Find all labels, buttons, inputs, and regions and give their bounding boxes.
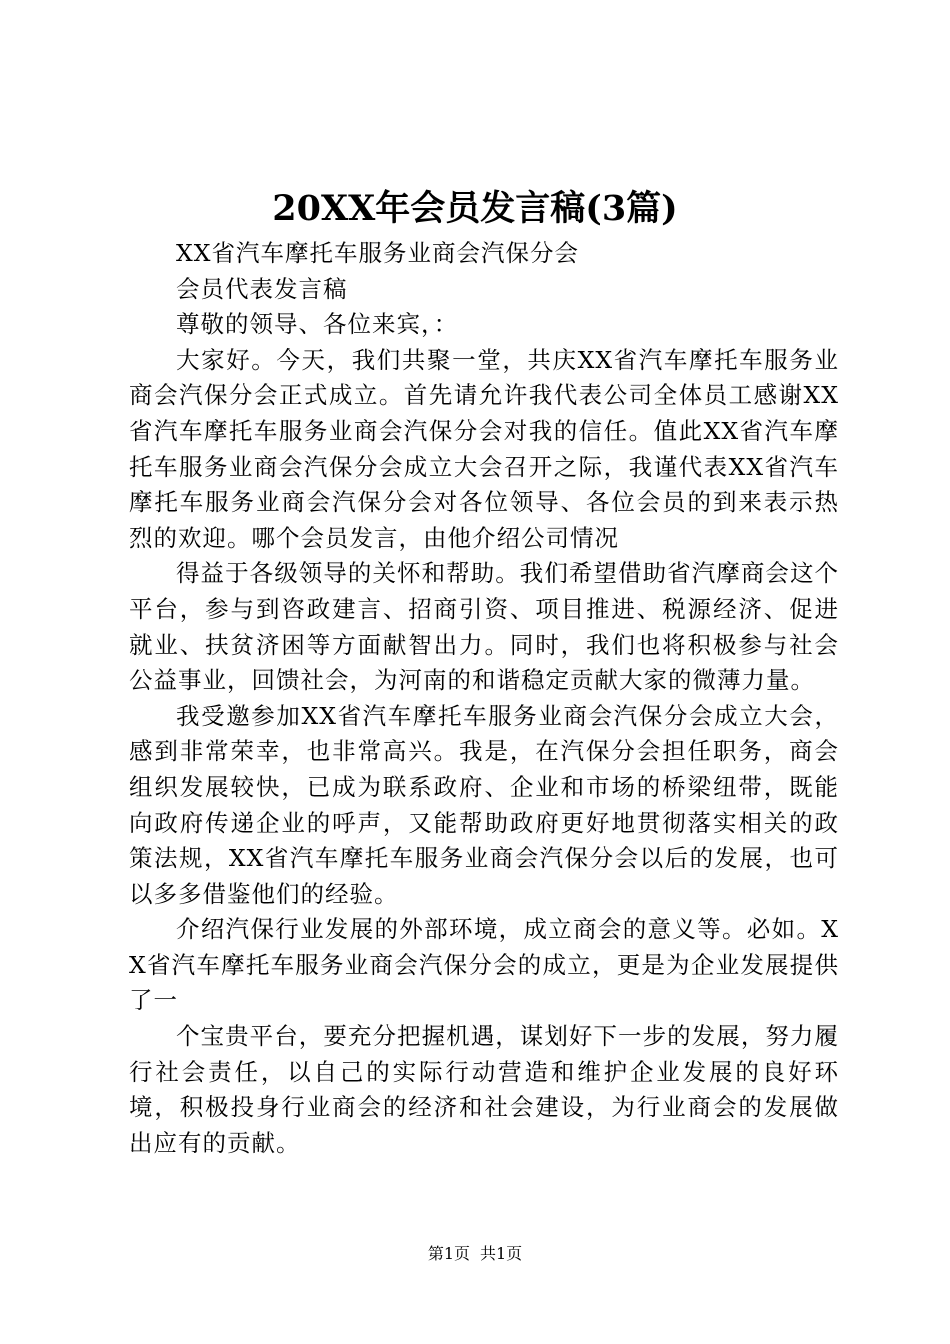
paragraph-organization: XX省汽车摩托车服务业商会汽保分会 (176, 239, 579, 267)
paragraph-greeting: 大家好。今天，我们共聚一堂，共庆XX省汽车摩托车服务业商会汽保分会正式成立。首先请允许我代表公司全体员工感谢XX省汽车摩托车服务业商会汽保分会对我的信任。值此XX省汽车摩托车服务业商会汽保分会成立大会召开之际，我谨代表XX省汽车摩托车服务业商会汽保分会对各位领导、各位会员的到来表示热烈的欢迎。哪个会员发言，由他介绍公司情况 (129, 345, 839, 552)
page-number: 第1页 (427, 1244, 470, 1263)
paragraph-subtitle: 会员代表发言稿 (176, 274, 348, 303)
paragraph-honor: 我受邀参加XX省汽车摩托车服务业商会汽保分会成立大会，感到非常荣幸，也非常高兴。我是，在汽保分会担任职务，商会组织发展较快，已成为联系政府、企业和市场的桥梁纽带，既能向政府传递企业的呼声，又能帮助政府更好地贯彻落实相关的政策法规，XX省汽车摩托车服务业商会汽保分会以后的发展，也可以多多借鉴他们的经验。 (129, 701, 839, 908)
paragraph-salutation: 尊敬的领导、各位来宾，： (176, 310, 459, 339)
page-footer (0, 1242, 950, 1266)
paragraph-environment: 介绍汽保行业发展的外部环境，成立商会的意义等。必如。XX省汽车摩托车服务业商会汽保分会的成立，更是为企业发展提供了一 (129, 915, 839, 1015)
document-title: 20XX年会员发言稿(3篇) (272, 188, 678, 229)
document-body (129, 236, 839, 1161)
paragraph-closing: 个宝贵平台，要充分把握机遇，谋划好下一步的发展，努力履行社会责任，以自己的实际行动营造和维护企业发展的良好环境，积极投身行业商会的经济和社会建设，为行业商会的发展做出应有的贡献。 (129, 1022, 839, 1157)
page-total: 共1页 (480, 1244, 523, 1263)
paragraph-support: 得益于各级领导的关怀和帮助。我们希望借助省汽摩商会这个平台，参与到咨政建言、招商引资、项目推进、税源经济、促进就业、扶贫济困等方面献智出力。同时，我们也将积极参与社会公益事业，回馈社会，为河南的和谐稳定贡献大家的微薄力量。 (129, 559, 839, 695)
